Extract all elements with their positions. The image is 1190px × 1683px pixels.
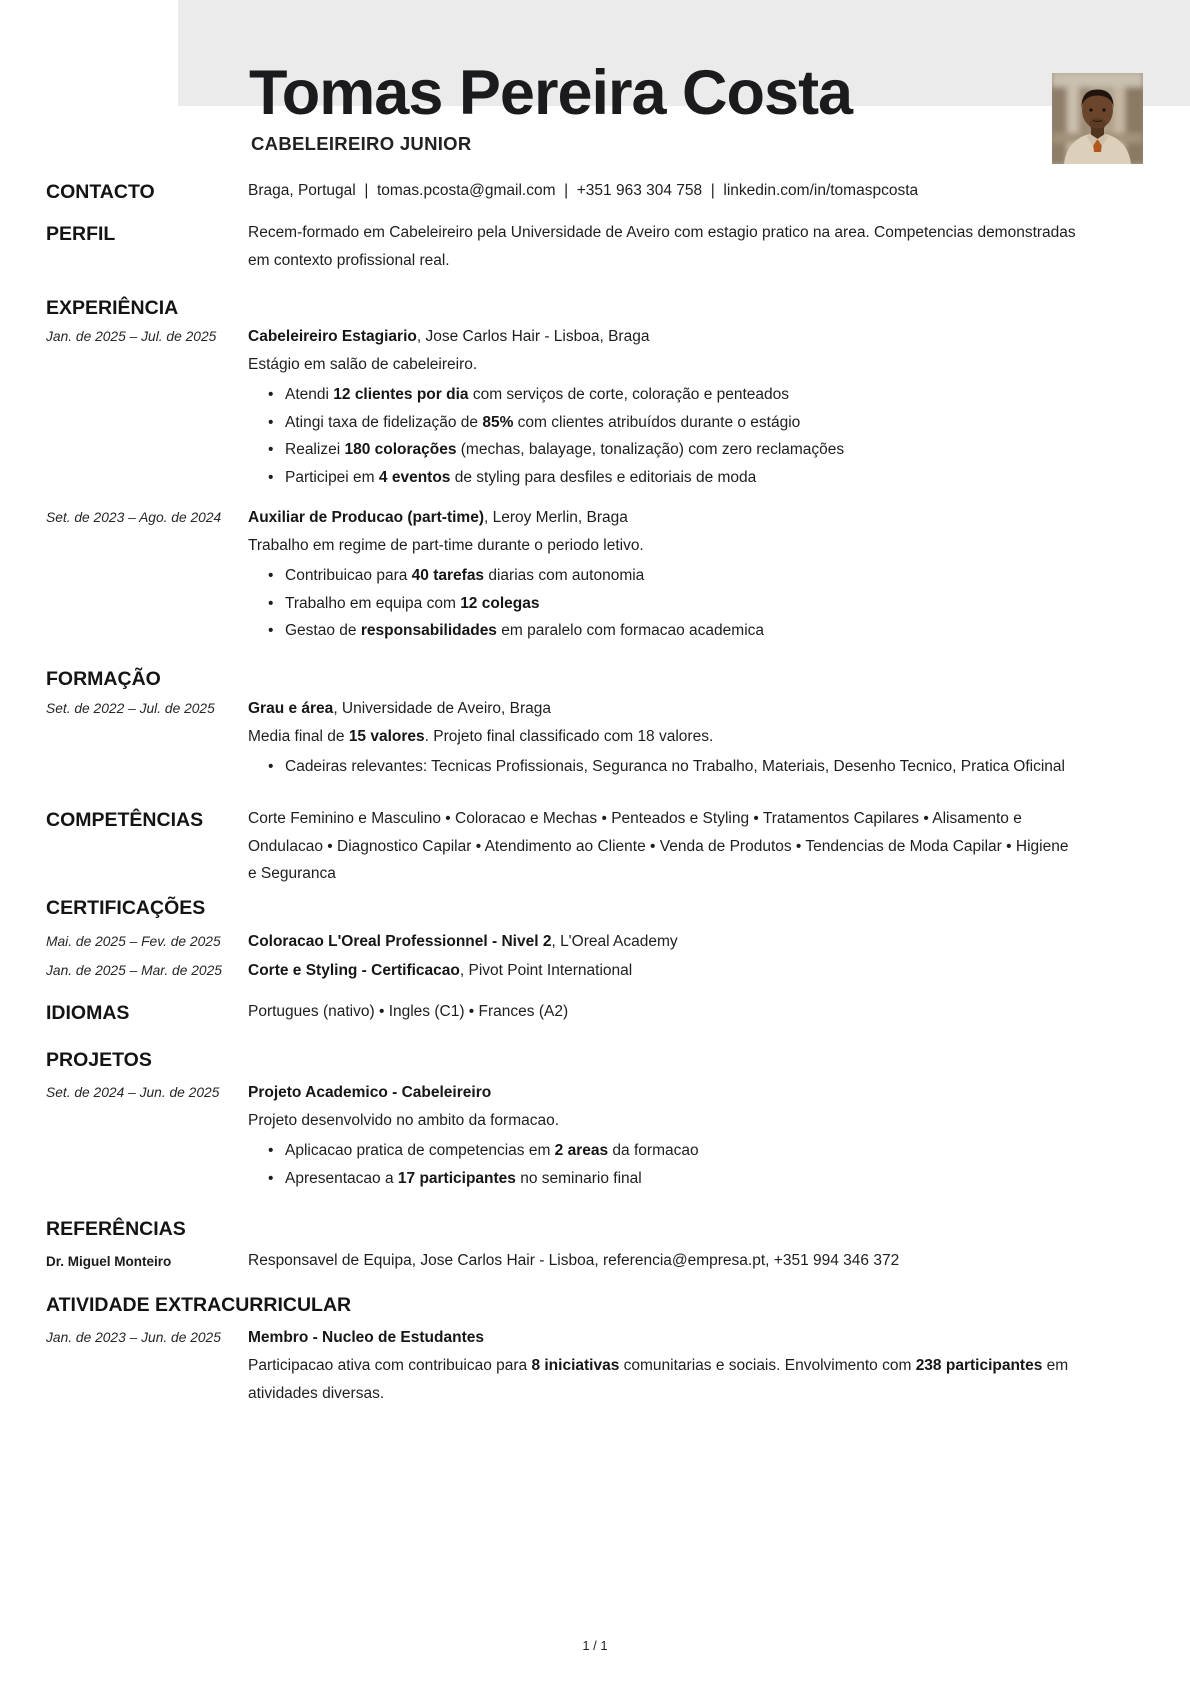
job-description: Trabalho em regime de part-time durante o periodo letivo. <box>248 537 644 554</box>
project-entry <box>248 1081 1083 1192</box>
certification-date-range: Mai. de 2025 – Fev. de 2025 <box>46 934 221 949</box>
job-bullet-list <box>248 562 1083 645</box>
section-label-idiomas: IDIOMAS <box>46 1002 130 1024</box>
page-number: 1 / 1 <box>582 1638 608 1653</box>
bullet-item: • Trabalho em equipa com 12 colegas <box>248 590 1083 618</box>
section-label-perfil: PERFIL <box>46 223 116 245</box>
reference-details: Responsavel de Equipa, Jose Carlos Hair - Lisboa, referencia@empresa.pt, +351 994 346 372 <box>248 1252 900 1269</box>
job-description: Estágio em salão de cabeleireiro. <box>248 356 478 373</box>
job-title: Auxiliar de Producao (part-time), Leroy Merlin, Braga <box>248 509 628 526</box>
education-date-range: Set. de 2022 – Jul. de 2025 <box>46 701 215 716</box>
certification-title: Coloracao L'Oreal Professionnel - Nivel 2, L'Oreal Academy <box>248 933 678 950</box>
section-label-certificacoes: CERTIFICAÇÕES <box>46 897 206 919</box>
contact-line: Braga, Portugal | tomas.pcosta@gmail.com | +351 963 304 758 | linkedin.com/in/tomaspcosta <box>248 182 919 199</box>
bullet-item: • Apresentacao a 17 participantes no seminario final <box>248 1165 1083 1193</box>
project-description: Projeto desenvolvido no ambito da formacao. <box>248 1112 560 1129</box>
education-bullet-list <box>248 753 1083 781</box>
reference-name: Dr. Miguel Monteiro <box>46 1254 172 1269</box>
activity-title: Membro - Nucleo de Estudantes <box>248 1329 484 1346</box>
job-date-range: Jan. de 2025 – Jul. de 2025 <box>46 329 217 344</box>
skills-list: Corte Feminino e Masculino • Coloracao e Mechas • Penteados e Styling • Tratamentos Capilares • Alisamento e Ondulacao • Diagnostico Capilar • Atendimento ao Cliente • Venda de Produtos • Tendencias de Moda Capilar • Higiene e Seguranca <box>248 810 1069 882</box>
bullet-item: • Realizei 180 colorações (mechas, balayage, tonalização) com zero reclamações <box>248 436 1083 464</box>
person-job-title: CABELEIREIRO JUNIOR <box>251 133 472 154</box>
section-label-contacto: CONTACTO <box>46 181 155 203</box>
activity-date-range: Jan. de 2023 – Jun. de 2025 <box>46 1330 221 1345</box>
project-date-range: Set. de 2024 – Jun. de 2025 <box>46 1085 220 1100</box>
section-label-formacao: FORMAÇÃO <box>46 668 161 690</box>
bullet-item: • Atingi taxa de fidelização de 85% com clientes atribuídos durante o estágio <box>248 409 1083 437</box>
section-label-projetos: PROJETOS <box>46 1049 152 1071</box>
certification-entry <box>248 959 1083 983</box>
certification-entry <box>248 930 1083 954</box>
section-label-atividade: ATIVIDADE EXTRACURRICULAR <box>46 1294 352 1316</box>
job-entry <box>248 506 1083 645</box>
bullet-item: • Contribuicao para 40 tarefas diarias com autonomia <box>248 562 1083 590</box>
languages-line: Portugues (nativo) • Ingles (C1) • Frances (A2) <box>248 1003 569 1020</box>
education-title: Grau e área, Universidade de Aveiro, Braga <box>248 700 552 717</box>
section-label-experiencia: EXPERIÊNCIA <box>46 297 179 319</box>
person-name: Tomas Pereira Costa <box>249 58 853 128</box>
bullet-item: • Participei em 4 eventos de styling para desfiles e editoriais de moda <box>248 464 1083 492</box>
job-bullet-list <box>248 381 1083 491</box>
bullet-item: • Aplicacao pratica de competencias em 2 areas da formacao <box>248 1137 1083 1165</box>
portrait-illustration <box>1052 73 1143 164</box>
bullet-item: • Atendi 12 clientes por dia com serviços de corte, coloração e penteados <box>248 381 1083 409</box>
profile-summary: Recem-formado em Cabeleireiro pela Universidade de Aveiro com estagio pratico na area. Competencias demonstradas em contexto profissional real. <box>248 224 1076 269</box>
profile-photo <box>1052 73 1143 164</box>
job-title: Cabeleireiro Estagiario, Jose Carlos Hair - Lisboa, Braga <box>248 328 650 345</box>
certification-date-range: Jan. de 2025 – Mar. de 2025 <box>46 963 222 978</box>
certification-title: Corte e Styling - Certificacao, Pivot Point International <box>248 962 633 979</box>
job-date-range: Set. de 2023 – Ago. de 2024 <box>46 510 222 525</box>
section-label-referencias: REFERÊNCIAS <box>46 1218 186 1240</box>
job-entry <box>248 325 1083 491</box>
section-label-competencias: COMPETÊNCIAS <box>46 809 204 831</box>
education-entry <box>248 697 1083 781</box>
bullet-item: • Cadeiras relevantes: Tecnicas Profissionais, Seguranca no Trabalho, Materiais, Desenho Tecnico, Pratica Oficinal <box>248 753 1083 781</box>
activity-entry <box>248 1326 1083 1407</box>
project-bullet-list <box>248 1137 1083 1192</box>
education-description: Media final de 15 valores. Projeto final classificado com 18 valores. <box>248 728 714 745</box>
project-title: Projeto Academico - Cabeleireiro <box>248 1084 492 1101</box>
activity-description: Participacao ativa com contribuicao para 8 iniciativas comunitarias e sociais. Envolvimento com 238 participantes em atividades diversas. <box>248 1357 1069 1402</box>
bullet-item: • Gestao de responsabilidades em paralelo com formacao academica <box>248 617 1083 645</box>
